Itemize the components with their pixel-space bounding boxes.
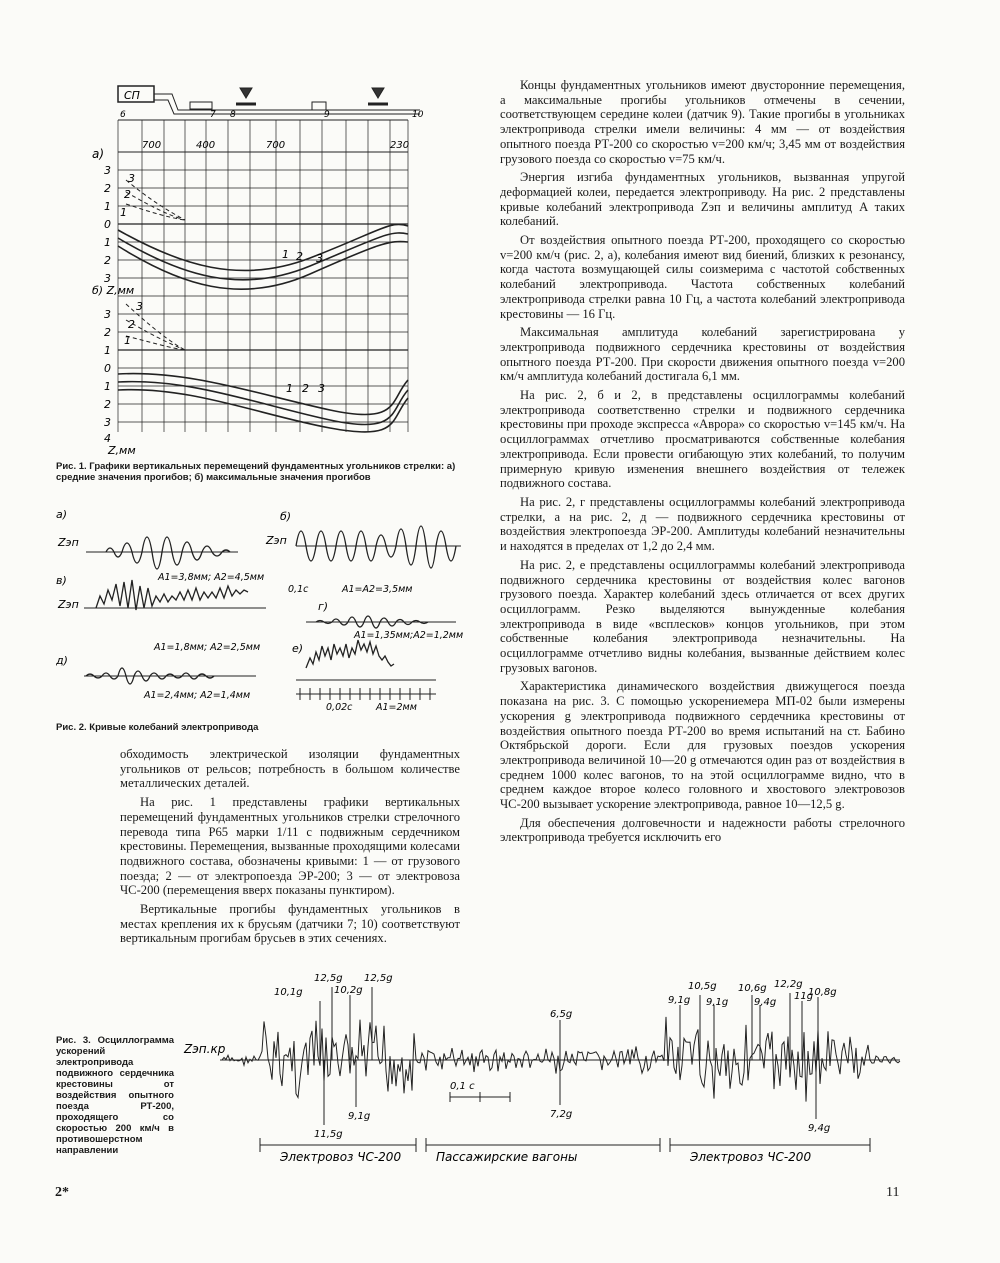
svg-text:A1=2,4мм; A2=1,4мм: A1=2,4мм; A2=1,4мм xyxy=(144,690,251,701)
y-ticks-a xyxy=(104,164,111,285)
svg-text:1: 1 xyxy=(104,200,111,213)
svg-text:A1=A2=3,5мм: A1=A2=3,5мм xyxy=(342,584,413,595)
svg-text:2: 2 xyxy=(302,382,309,395)
svg-text:A1=3,8мм; A2=4,5мм: A1=3,8мм; A2=4,5мм xyxy=(158,572,265,583)
fig2-amplitudes xyxy=(143,572,463,713)
svg-text:0: 0 xyxy=(104,218,111,231)
svg-text:2: 2 xyxy=(124,188,131,201)
svg-text:9,1g: 9,1g xyxy=(706,997,729,1008)
svg-text:4: 4 xyxy=(104,432,111,445)
svg-text:б): б) xyxy=(280,510,292,523)
svg-text:7,2g: 7,2g xyxy=(550,1109,573,1120)
paragraph: Концы фундаментных угольников имеют двусторонние перемещения, а максимальные прогибы угольников отмечены в сечении, соответствующем середине колеи (датчик 9). Такие прогибы в угольниках электропривода стрелки имели величины: 4 мм — от воздействия опытного поезда РТ-200 со скоростью v=200 км/ч; 3,45 мм от воздействия грузового поезда со скоростью v=75 км/ч. xyxy=(500,78,905,166)
svg-text:1: 1 xyxy=(104,380,111,393)
sensor-label: 7 xyxy=(210,110,216,120)
svg-text:10,1g: 10,1g xyxy=(274,987,303,998)
svg-text:0: 0 xyxy=(104,362,111,375)
left-column xyxy=(120,747,460,950)
svg-text:а): а) xyxy=(56,508,68,521)
svg-text:Электровоз ЧС-200: Электровоз ЧС-200 xyxy=(690,1150,812,1164)
paragraph: Энергия изгиба фундаментных угольников, вызванная упругой деформацией колеи, передается электроприводу. На рис. 2 представлены кривые колебаний электропривода Zэп и величины амплитуд A таких колебаний. xyxy=(500,170,905,229)
paragraph: Для обеспечения долговечности и надежности работы стрелочного электропривода требуется исключить его xyxy=(500,815,905,845)
svg-text:3: 3 xyxy=(128,172,135,185)
svg-text:2: 2 xyxy=(104,254,111,267)
svg-text:Zэп: Zэп xyxy=(266,534,287,547)
fig3-timebase: 0,1 с xyxy=(450,1081,475,1092)
fig3-ylabel: Zэп.кр xyxy=(184,1042,226,1056)
figure-1 xyxy=(90,80,430,460)
paragraph: обходимость электрической изоляции фундаментных угольников от рельсов; потребность в большом количестве металлических деталей. xyxy=(120,747,460,791)
svg-text:3: 3 xyxy=(104,308,111,321)
svg-text:10,5g: 10,5g xyxy=(688,981,717,992)
paragraph: На рис. 2, е представлены осциллограммы колебаний электропривода подвижного сердечника крестовины от воздействия колес вагонов грузового поезда. Характер колебаний здесь отличается от всех других осциллограмм. Резко выделяются вынужденные колебания электропривода в виде «всплесков» концов угольников, при этом собственные колебания электропривода незначительны. На осциллограмме отчетливо видны колебания, вызванные действием колес грузовых вагонов. xyxy=(500,557,905,675)
svg-text:9,1g: 9,1g xyxy=(348,1111,371,1122)
panel-a-label: а) xyxy=(92,147,105,161)
svg-text:1: 1 xyxy=(282,248,289,261)
svg-text:11,5g: 11,5g xyxy=(314,1129,343,1140)
svg-text:г): г) xyxy=(318,600,329,613)
svg-text:1: 1 xyxy=(104,344,111,357)
page-number: 11 xyxy=(886,1185,900,1200)
paragraph: Характеристика динамического воздействия движущегося поезда показана на рис. 3. С помощью ускорениемера МП-02 были измерены ускорения g электропривода подвижного сердечника крестовины от воздействия опытного поезда РТ-200 во время испытаний на ст. Бабино Октябрьской дороги. Если для грузовых поездов ускорения электропривода величиной 10—20 g отмечаются один раз от воздействия в среднем 1000 колес вагонов, то на этой осциллограмме видно, что в среднем каждое второе колесо головного и хвостового электровозов ЧС-200 вызывает ускорение электропривода, равное 10—12,5 g. xyxy=(500,679,905,812)
svg-text:д): д) xyxy=(56,654,68,667)
svg-text:12,5g: 12,5g xyxy=(314,973,343,984)
svg-text:е): е) xyxy=(292,642,304,655)
svg-text:3: 3 xyxy=(318,382,325,395)
figure-3 xyxy=(180,965,910,1170)
svg-text:11g: 11g xyxy=(794,991,814,1002)
y-label-bottom: Z,мм xyxy=(108,444,136,457)
svg-text:10,2g: 10,2g xyxy=(334,985,363,996)
paragraph: Максимальная амплитуда колебаний зарегистрирована у электропривода подвижного сердечника крестовины от воздействия опытного поезда РТ-200. При скорости движения опытного поезда v=200 км/ч амплитуда колебаний достигала 6,1 мм. xyxy=(500,325,905,384)
svg-text:Zэп: Zэп xyxy=(58,598,79,611)
svg-text:2: 2 xyxy=(296,250,303,263)
svg-text:0,1с: 0,1с xyxy=(288,584,309,595)
figure-2-caption: Рис. 2. Кривые колебаний электропривода xyxy=(56,722,259,733)
svg-text:3: 3 xyxy=(104,164,111,177)
svg-text:3: 3 xyxy=(104,416,111,429)
svg-text:9,4g: 9,4g xyxy=(808,1123,831,1134)
panel-b-label: б) Z,мм xyxy=(92,284,135,297)
svg-text:1: 1 xyxy=(120,206,127,219)
svg-text:9,4g: 9,4g xyxy=(754,997,777,1008)
figure-1-caption: Рис. 1. Графики вертикальных перемещений фундаментных угольников стрелки: а) средние значения прогибов; б) максимальные значения прогибов xyxy=(56,461,456,483)
paragraph: От воздействия опытного поезда РТ-200, проходящего со скоростью v=200 км/ч (рис. 2, а), колебания имеют вид биений, близких к резонансу, когда частота возмущающей силы соизмерима с частотой собственных колебаний электропривода. Частота собственных колебаний электропривода стрелки равна 10 Гц, а частота колебаний электропривода крестовины — 16 Гц. xyxy=(500,233,905,321)
svg-text:10,8g: 10,8g xyxy=(808,987,837,998)
svg-text:A1=2мм: A1=2мм xyxy=(376,702,417,713)
svg-text:12,2g: 12,2g xyxy=(774,979,803,990)
paragraph: На рис. 2, б и 2, в представлены осциллограммы колебаний электропривода соответственно стрелки и подвижного сердечника крестовины при проходе экспресса «Аврора» со скоростью v=145 км/ч. На осциллограммах отчетливо просматриваются собственные колебания электропривода. Если провести огибающую этих колебаний, то получим примерную кривую изменения внешнего воздействия от тележек подвижного состава. xyxy=(500,388,905,491)
svg-text:9,1g: 9,1g xyxy=(668,995,691,1006)
curve-labels xyxy=(120,172,325,395)
svg-text:12,5g: 12,5g xyxy=(364,973,393,984)
svg-text:6,5g: 6,5g xyxy=(550,1009,573,1020)
svg-text:A1=1,8мм; A2=2,5мм: A1=1,8мм; A2=2,5мм xyxy=(154,642,261,653)
svg-text:2: 2 xyxy=(104,326,111,339)
svg-text:Пассажирские вагоны: Пассажирские вагоны xyxy=(436,1150,578,1164)
svg-text:Электровоз ЧС-200: Электровоз ЧС-200 xyxy=(280,1150,402,1164)
right-column xyxy=(500,78,905,849)
sensor-label: 10 xyxy=(412,110,424,120)
sensor-label: 8 xyxy=(230,110,236,120)
sensor-label: 9 xyxy=(324,110,330,120)
svg-text:10,6g: 10,6g xyxy=(738,983,767,994)
y-ticks-b xyxy=(104,308,111,445)
dim-label: 400 xyxy=(196,140,216,151)
sensor-label: 6 xyxy=(120,110,126,120)
svg-text:3: 3 xyxy=(316,252,323,265)
dim-label: 230 xyxy=(390,140,410,151)
dim-label: 700 xyxy=(142,140,162,151)
svg-text:2: 2 xyxy=(104,182,111,195)
svg-text:в): в) xyxy=(56,574,67,587)
svg-text:3: 3 xyxy=(104,272,111,285)
dim-label: 700 xyxy=(266,140,286,151)
svg-text:2: 2 xyxy=(128,318,135,331)
cp-label: СП xyxy=(124,89,140,102)
paragraph: На рис. 2, г представлены осциллограммы колебаний электропривода стрелки, а на рис. 2, д — подвижного сердечника крестовины от воздействия электропоезда ЭР-200. Амплитуды колебаний незначительны и находятся в пределах от 1,2 до 2,4 мм. xyxy=(500,494,905,554)
figure-2 xyxy=(56,500,476,715)
paragraph: На рис. 1 представлены графики вертикальных перемещений фундаментных угольников стрелки стрелочного перевода типа Р65 марки 1/11 с подвижным сердечником крестовины. Перемещения, вызванные проходящими колесами подвижного состава, обозначены кривыми: 1 — от грузового поезда; 2 — от электропоезда ЭР-200; 3 — от электровоза ЧС-200 (перемещения вверх показаны пунктиром). xyxy=(120,795,460,898)
svg-text:1: 1 xyxy=(286,382,293,395)
paragraph: Вертикальные прогибы фундаментных угольников в местах крепления их к брусьям (датчики 7; 10) соответствуют вертикальным прогибам брусьев в этих сечениях. xyxy=(120,902,460,946)
svg-text:Zэп: Zэп xyxy=(58,536,79,549)
fig3-segments xyxy=(279,1150,811,1164)
figure-3-caption: Рис. 3. Осциллограмма ускорений электропривода подвижного сердечника крестовины от воздействия опытного поезда РТ-200, проходящего со скоростью 200 км/ч в противошерстном направлении xyxy=(56,1035,174,1156)
svg-text:1: 1 xyxy=(104,236,111,249)
svg-text:1: 1 xyxy=(124,334,131,347)
svg-text:3: 3 xyxy=(136,300,143,313)
svg-text:A1=1,35мм;A2=1,2мм: A1=1,35мм;A2=1,2мм xyxy=(354,630,464,641)
svg-text:0,02с: 0,02с xyxy=(326,702,353,713)
signature-mark: 2* xyxy=(55,1185,69,1200)
svg-text:2: 2 xyxy=(104,398,111,411)
